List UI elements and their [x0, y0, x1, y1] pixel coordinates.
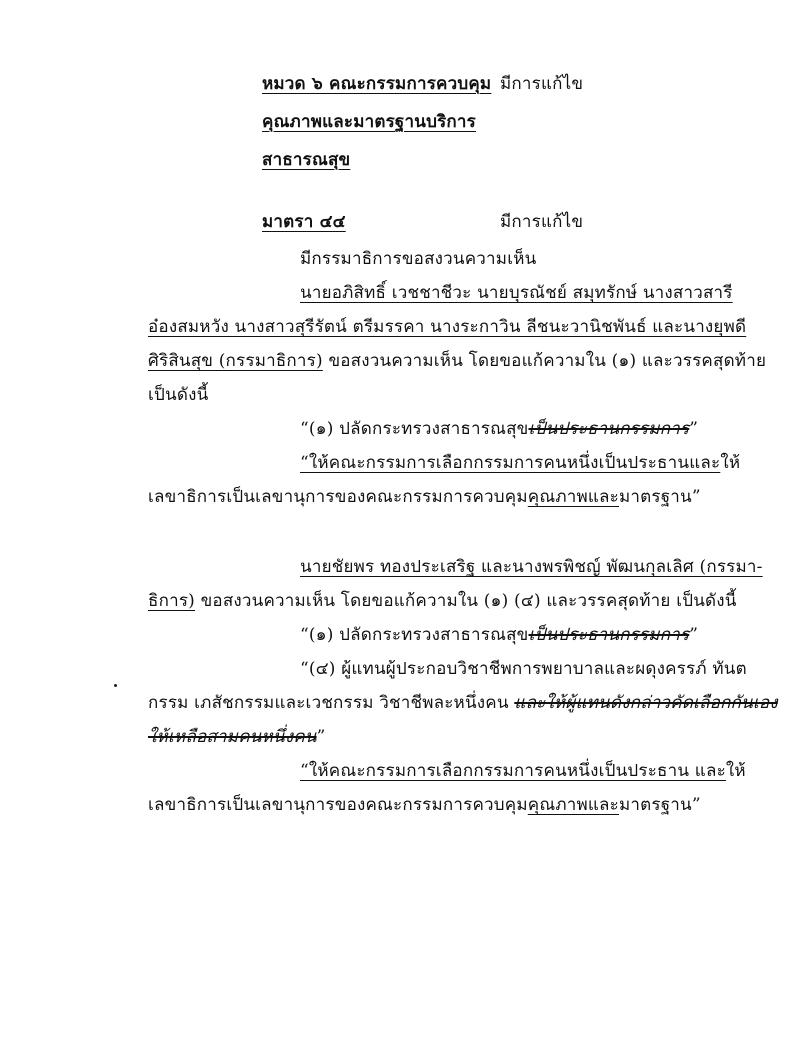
chapter-title-line3: สาธารณสุข — [262, 150, 351, 170]
chapter-title-line2: คุณภาพและมาตรฐานบริการ — [262, 112, 476, 132]
reservation-text: ขอสงวนความเห็น โดยขอแก้ความใน (๑) (๔) และวรรคสุดท้าย เป็นดังนี้ — [194, 591, 737, 611]
paragraph-2-line-2 — [148, 589, 737, 613]
struck-text: เป็นประธานกรรมการ — [528, 419, 690, 439]
reservation-text: ขอสงวนความเห็น โดยขอแก้ความใน (๑) และวรรคสุดท้าย — [322, 351, 767, 371]
commissioner-role: ธิการ) — [148, 591, 195, 611]
inserted-text: “ให้คณะกรรมการเลือกกรรมการคนหนึ่งเป็นประธาน และ — [300, 761, 726, 781]
amendment-2-last-para-cont — [148, 793, 701, 817]
inserted-text: คุณภาพและ — [527, 795, 619, 815]
text: ” — [689, 419, 699, 439]
text: “(๑) ปลัดกระทรวงสาธารณสุข — [300, 625, 529, 645]
paragraph-1-line-3 — [148, 349, 766, 373]
text: ” — [689, 625, 699, 645]
amendment-1-last-para-cont — [148, 485, 701, 509]
commissioner-role: ศิริสินสุข (กรรมาธิการ) — [148, 351, 323, 371]
text: ให้ — [720, 453, 741, 473]
amendment-2-4-cont — [148, 691, 778, 715]
inserted-text: “ให้คณะกรรมการเลือกกรรมการคนหนึ่งเป็นประธานและ — [300, 453, 721, 473]
text: เลขาธิการเป็นเลขานุการของคณะกรรมการควบคุม — [148, 795, 528, 815]
paragraph-1-line-4: เป็นดังนี้ — [148, 385, 209, 405]
amendment-1-last-para — [300, 451, 740, 475]
struck-text: และให้ผู้แทนดังกล่าวคัดเลือกกันเอง — [514, 693, 778, 713]
text: มาตรฐาน” — [619, 795, 701, 815]
text: เลขาธิการเป็นเลขานุการของคณะกรรมการควบคุม — [148, 487, 528, 507]
amendment-2-4: “(๔) ผู้แทนผู้ประกอบวิชาชีพการพยาบาลและผดุงครรภ์ ทันต — [300, 659, 747, 679]
chapter-title: หมวด ๖ คณะกรรมการควบคุม — [262, 74, 492, 94]
inserted-text: คุณภาพและ — [527, 487, 619, 507]
text: ” — [316, 727, 326, 747]
section-number: มาตรา ๔๔ — [262, 212, 346, 232]
commissioner-names-2: อ๋องสมหวัง นางสาวสุรีรัตน์ ตรีมรรคา นางระกาวิน ลีชนะวานิชพันธ์ และนางยุพดี — [148, 317, 747, 337]
chapter-status: มีการแก้ไข — [500, 74, 584, 94]
struck-text: เป็นประธานกรรมการ — [528, 625, 690, 645]
text: “(๑) ปลัดกระทรวงสาธารณสุข — [300, 419, 529, 439]
commissioner-names-3: นายชัยพร ทองประเสริฐ และนางพรพิชญ์ พัฒนกุลเลิศ (กรรมา- — [300, 557, 763, 577]
stray-mark — [114, 684, 117, 687]
text: มาตรฐาน” — [619, 487, 701, 507]
text: ให้ — [725, 761, 746, 781]
reservation-intro: มีกรรมาธิการขอสงวนความเห็น — [300, 249, 537, 269]
struck-text: ให้เหลือสามคนหนึ่งคน — [148, 727, 317, 747]
amendment-1-1 — [300, 417, 698, 441]
amendment-2-last-para — [300, 759, 746, 783]
section-status: มีการแก้ไข — [500, 212, 584, 232]
amendment-2-1 — [300, 623, 698, 647]
text: กรรม เภสัชกรรมและเวชกรรม วิชาชีพละหนึ่งคน — [148, 693, 515, 713]
amendment-2-4-cont2 — [148, 725, 326, 749]
commissioner-names-1: นายอภิสิทธิ์ เวชชาชีวะ นายบุรณัชย์ สมุทรักษ์ นางสาวสารี — [300, 283, 733, 303]
